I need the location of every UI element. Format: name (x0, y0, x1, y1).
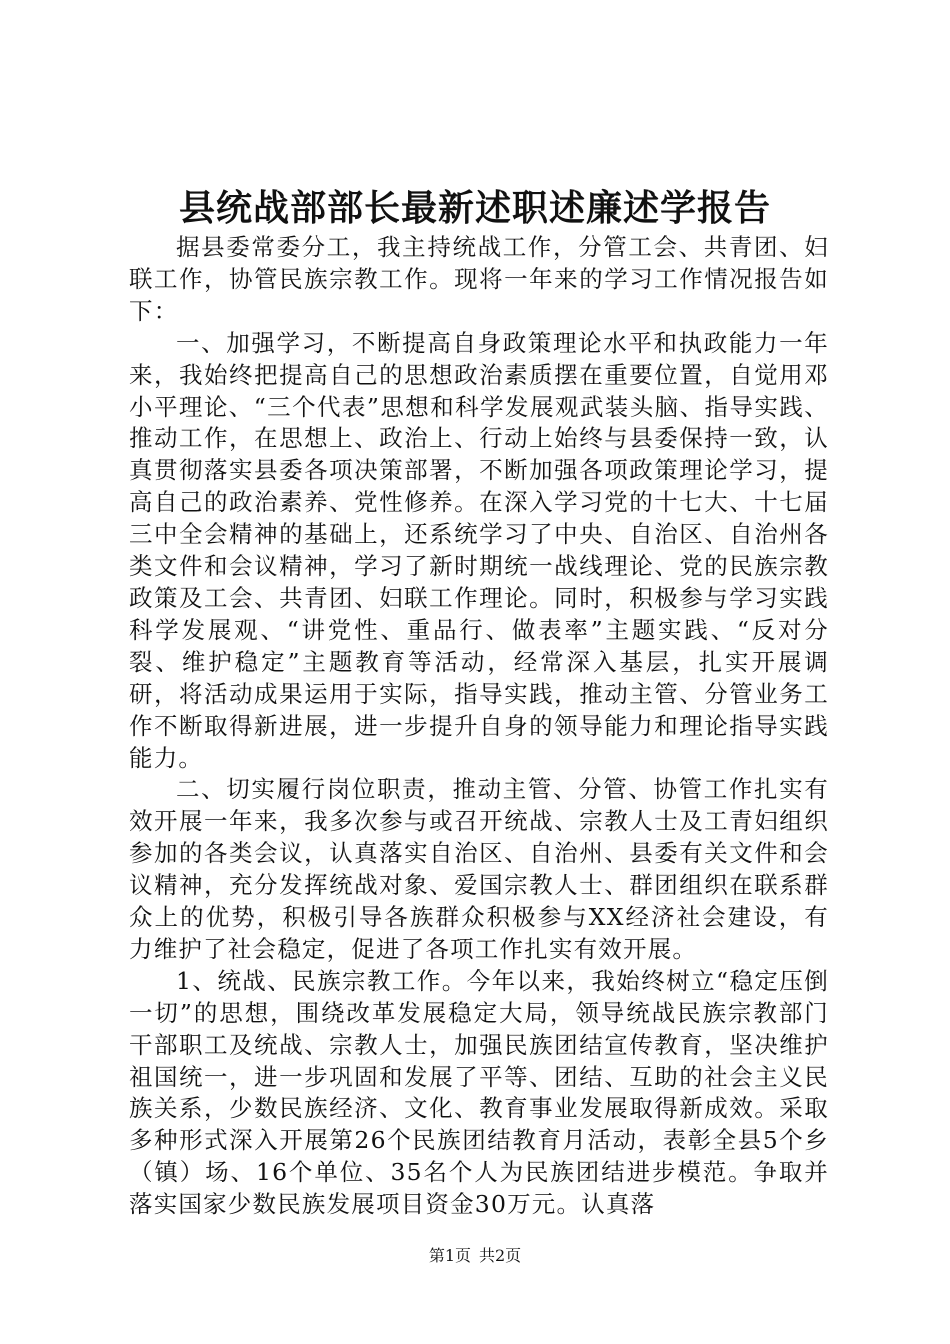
document-body (129, 232, 829, 1221)
page-number: 第1页 (428, 1246, 471, 1265)
paragraph-section-one: 一、加强学习，不断提高自身政策理论水平和执政能力一年来，我始终把提高自己的思想政治素质摆在重要位置，自觉用邓小平理论、“三个代表”思想和科学发展观武装头脑、指导实践、推动工作，在思想上、政治上、行动上始终与县委保持一致，认真贯彻落实县委各项决策部署，不断加强各项政策理论学习，提高自己的政治素养、党性修养。在深入学习党的十七大、十七届三中全会精神的基础上，还系统学习了中央、自治区、自治州各类文件和会议精神，学习了新时期统一战线理论、党的民族宗教政策及工会、共青团、妇联工作理论。同时，积极参与学习实践科学发展观、“讲党性、重品行、做表率”主题实践、“反对分裂、维护稳定”主题教育等活动，经常深入基层，扎实开展调研，将活动成果运用于实际，指导实践，推动主管、分管业务工作不断取得新进展，进一步提升自身的领导能力和理论指导实践能力。 (129, 328, 829, 772)
paragraph-item-one: 1、统战、民族宗教工作。今年以来，我始终树立“稳定压倒一切”的思想，围绕改革发展稳定大局，领导统战民族宗教部门干部职工及统战、宗教人士，加强民族团结宣传教育，坚决维护祖国统一，进一步巩固和发展了平等、团结、互助的社会主义民族关系，少数民族经济、文化、教育事业发展取得新成效。采取多种形式深入开展第26个民族团结教育月活动，表彰全县5个乡（镇）场、16个单位、35名个人为民族团结进步模范。争取并落实国家少数民族发展项目资金30万元。认真落 (129, 966, 829, 1219)
page-footer (0, 1245, 950, 1267)
paragraph-intro: 据县委常委分工，我主持统战工作，分管工会、共青团、妇联工作，协管民族宗教工作。现将一年来的学习工作情况报告如下： (129, 233, 829, 325)
paragraph-section-two: 二、切实履行岗位职责，推动主管、分管、协管工作扎实有效开展一年来，我多次参与或召开统战、宗教人士及工青妇组织参加的各类会议，认真落实自治区、自治州、县委有关文件和会议精神，充分发挥统战对象、爱国宗教人士、群团组织在联系群众上的优势，积极引导各族群众积极参与XX经济社会建设，有力维护了社会稳定，促进了各项工作扎实有效开展。 (129, 775, 829, 963)
document-title: 县统战部部长最新述职述廉述学报告 (178, 187, 771, 229)
page-total: 共2页 (479, 1246, 522, 1265)
